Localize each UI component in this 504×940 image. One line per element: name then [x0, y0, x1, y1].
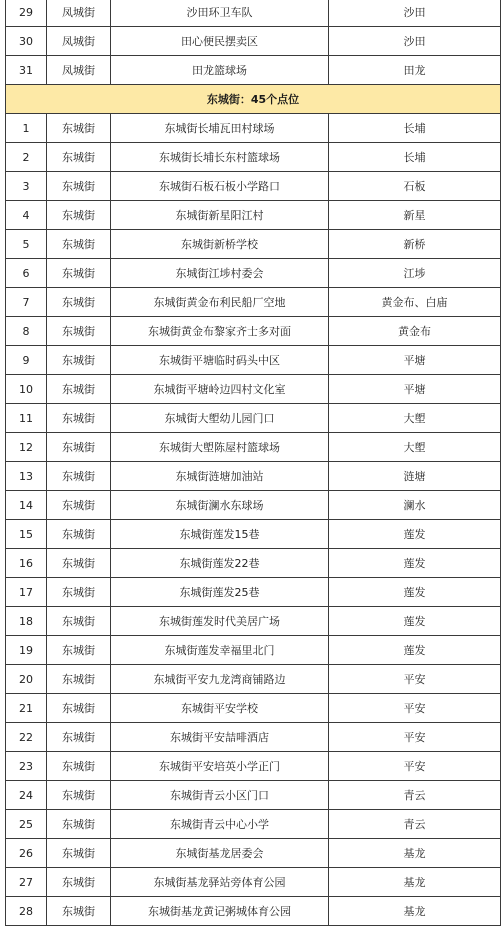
cell-location: 东城街莲发时代美居广场 [111, 607, 329, 636]
cell-street: 东城街 [47, 549, 111, 578]
cell-location: 东城街青云小区门口 [111, 781, 329, 810]
cell-area: 基龙 [329, 897, 501, 926]
cell-area: 涟塘 [329, 462, 501, 491]
table-row [6, 897, 501, 926]
cell-area: 基龙 [329, 839, 501, 868]
cell-location: 东城街莲发22巷 [111, 549, 329, 578]
cell-street: 东城街 [47, 404, 111, 433]
table-row [6, 694, 501, 723]
cell-area: 新星 [329, 201, 501, 230]
cell-location: 东城街基龙驿站旁体育公园 [111, 868, 329, 897]
cell-location: 东城街基龙居委会 [111, 839, 329, 868]
cell-location: 东城街长埔瓦田村球场 [111, 114, 329, 143]
cell-area: 大塱 [329, 404, 501, 433]
cell-street: 东城街 [47, 636, 111, 665]
cell-location: 东城街黄金布黎家齐士多对面 [111, 317, 329, 346]
cell-location: 田心便民摆卖区 [111, 27, 329, 56]
cell-area: 沙田 [329, 0, 501, 27]
cell-street: 东城街 [47, 607, 111, 636]
cell-area: 平安 [329, 752, 501, 781]
cell-street: 东城街 [47, 810, 111, 839]
cell-street: 东城街 [47, 230, 111, 259]
cell-index: 13 [6, 462, 47, 491]
cell-index: 21 [6, 694, 47, 723]
table-row [6, 201, 501, 230]
cell-street: 东城街 [47, 259, 111, 288]
cell-street: 东城街 [47, 317, 111, 346]
table-row [6, 549, 501, 578]
cell-area: 基龙 [329, 868, 501, 897]
cell-area: 沙田 [329, 27, 501, 56]
cell-area: 黄金布 [329, 317, 501, 346]
cell-index: 15 [6, 520, 47, 549]
cell-index: 16 [6, 549, 47, 578]
cell-index: 28 [6, 897, 47, 926]
cell-index: 11 [6, 404, 47, 433]
cell-index: 19 [6, 636, 47, 665]
cell-index: 25 [6, 810, 47, 839]
cell-area: 平安 [329, 723, 501, 752]
table-row [6, 665, 501, 694]
cell-street: 东城街 [47, 839, 111, 868]
cell-location: 沙田环卫车队 [111, 0, 329, 27]
cell-street: 凤城街 [47, 56, 111, 85]
cell-area: 平塘 [329, 375, 501, 404]
cell-location: 东城街江埗村委会 [111, 259, 329, 288]
cell-street: 东城街 [47, 462, 111, 491]
cell-street: 东城街 [47, 665, 111, 694]
cell-index: 22 [6, 723, 47, 752]
cell-index: 29 [6, 0, 47, 27]
cell-street: 东城街 [47, 201, 111, 230]
cell-location: 东城街涟塘加油站 [111, 462, 329, 491]
cell-street: 东城街 [47, 375, 111, 404]
cell-index: 7 [6, 288, 47, 317]
table-row [6, 607, 501, 636]
cell-index: 10 [6, 375, 47, 404]
cell-street: 东城街 [47, 752, 111, 781]
table-row [6, 520, 501, 549]
cell-area: 澜水 [329, 491, 501, 520]
table-row [6, 810, 501, 839]
cell-street: 凤城街 [47, 0, 111, 27]
cell-location: 东城街基龙黄记粥城体育公园 [111, 897, 329, 926]
table-row [6, 114, 501, 143]
cell-street: 东城街 [47, 346, 111, 375]
table-row [6, 0, 501, 27]
table-row [6, 404, 501, 433]
cell-street: 东城街 [47, 897, 111, 926]
cell-index: 20 [6, 665, 47, 694]
cell-area: 大塱 [329, 433, 501, 462]
table-row [6, 636, 501, 665]
cell-street: 东城街 [47, 694, 111, 723]
cell-location: 东城街莲发幸福里北门 [111, 636, 329, 665]
table-row [6, 839, 501, 868]
cell-area: 长埔 [329, 114, 501, 143]
table-row [6, 143, 501, 172]
cell-area: 莲发 [329, 578, 501, 607]
cell-area: 石板 [329, 172, 501, 201]
cell-street: 东城街 [47, 491, 111, 520]
cell-index: 8 [6, 317, 47, 346]
cell-street: 东城街 [47, 781, 111, 810]
cell-index: 27 [6, 868, 47, 897]
cell-location: 东城街大塱陈屋村篮球场 [111, 433, 329, 462]
cell-index: 23 [6, 752, 47, 781]
cell-street: 东城街 [47, 114, 111, 143]
cell-location: 东城街平安学校 [111, 694, 329, 723]
table-row [6, 288, 501, 317]
cell-street: 东城街 [47, 172, 111, 201]
cell-street: 东城街 [47, 578, 111, 607]
cell-area: 平塘 [329, 346, 501, 375]
cell-location: 东城街澜水东球场 [111, 491, 329, 520]
cell-area: 莲发 [329, 549, 501, 578]
table-row [6, 56, 501, 85]
cell-index: 3 [6, 172, 47, 201]
cell-location: 东城街黄金布利民船厂空地 [111, 288, 329, 317]
cell-area: 江埗 [329, 259, 501, 288]
cell-area: 莲发 [329, 607, 501, 636]
cell-area: 平安 [329, 665, 501, 694]
location-table [5, 0, 501, 926]
section-header-row [6, 85, 501, 114]
cell-street: 东城街 [47, 868, 111, 897]
table-row [6, 375, 501, 404]
cell-location: 东城街平塘岭边四村文化室 [111, 375, 329, 404]
cell-street: 东城街 [47, 520, 111, 549]
cell-index: 1 [6, 114, 47, 143]
table-row [6, 27, 501, 56]
cell-location: 东城街平安喆啡酒店 [111, 723, 329, 752]
cell-location: 东城街平塘临时码头中区 [111, 346, 329, 375]
cell-area: 青云 [329, 810, 501, 839]
cell-area: 青云 [329, 781, 501, 810]
table-row [6, 317, 501, 346]
table-row [6, 462, 501, 491]
table-body-fengcheng [6, 0, 501, 85]
table-row [6, 433, 501, 462]
cell-area: 莲发 [329, 520, 501, 549]
cell-index: 5 [6, 230, 47, 259]
cell-location: 田龙篮球场 [111, 56, 329, 85]
table-row [6, 259, 501, 288]
cell-street: 凤城街 [47, 27, 111, 56]
table-row [6, 346, 501, 375]
section-title: 东城街：45个点位 [6, 85, 501, 114]
table-row [6, 723, 501, 752]
cell-area: 莲发 [329, 636, 501, 665]
cell-area: 新桥 [329, 230, 501, 259]
cell-index: 9 [6, 346, 47, 375]
cell-index: 26 [6, 839, 47, 868]
cell-index: 24 [6, 781, 47, 810]
cell-index: 30 [6, 27, 47, 56]
cell-location: 东城街青云中心小学 [111, 810, 329, 839]
cell-area: 平安 [329, 694, 501, 723]
cell-index: 6 [6, 259, 47, 288]
table-row [6, 752, 501, 781]
cell-index: 17 [6, 578, 47, 607]
cell-location: 东城街莲发25巷 [111, 578, 329, 607]
table-row [6, 230, 501, 259]
table-row [6, 172, 501, 201]
cell-index: 4 [6, 201, 47, 230]
cell-location: 东城街大塱幼儿园门口 [111, 404, 329, 433]
table-row [6, 781, 501, 810]
cell-location: 东城街平安九龙湾商铺路边 [111, 665, 329, 694]
table-row [6, 578, 501, 607]
cell-street: 东城街 [47, 288, 111, 317]
table-body-dongcheng [6, 114, 501, 926]
cell-location: 东城街平安培英小学正门 [111, 752, 329, 781]
cell-location: 东城街长埔长东村篮球场 [111, 143, 329, 172]
cell-area: 田龙 [329, 56, 501, 85]
cell-index: 12 [6, 433, 47, 462]
cell-location: 东城街新星阳江村 [111, 201, 329, 230]
cell-street: 东城街 [47, 723, 111, 752]
cell-area: 黄金布、白庙 [329, 288, 501, 317]
cell-index: 2 [6, 143, 47, 172]
cell-location: 东城街石板石板小学路口 [111, 172, 329, 201]
cell-location: 东城街新桥学校 [111, 230, 329, 259]
table-row [6, 868, 501, 897]
cell-index: 14 [6, 491, 47, 520]
cell-street: 东城街 [47, 143, 111, 172]
cell-area: 长埔 [329, 143, 501, 172]
table-row [6, 491, 501, 520]
cell-index: 18 [6, 607, 47, 636]
cell-street: 东城街 [47, 433, 111, 462]
cell-index: 31 [6, 56, 47, 85]
cell-location: 东城街莲发15巷 [111, 520, 329, 549]
